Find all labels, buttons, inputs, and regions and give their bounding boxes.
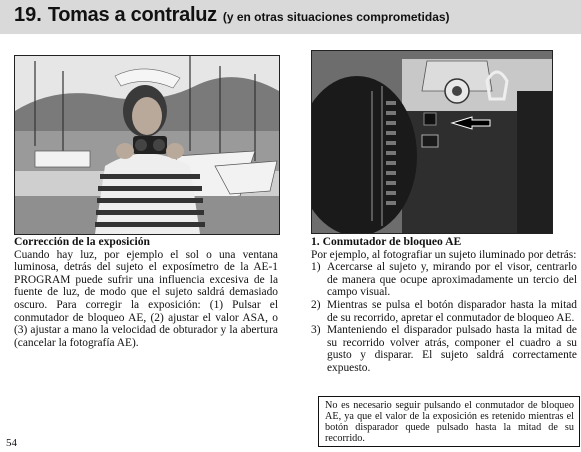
exposure-correction-heading: Corrección de la exposición bbox=[14, 235, 150, 248]
note-box: No es necesario seguir pulsando el conmutador de bloqueo AE, ya que el valor de la exposición es retenido mientras el botón disparador quede pulsado hasta la mitad de su recorrido. bbox=[318, 396, 580, 447]
ae-lock-intro: Por ejemplo, al fotografiar un sujeto iluminado por detrás: bbox=[311, 248, 577, 261]
step-text: Acercarse al sujeto y, mirando por el visor, centrarlo de manera que ocupe aproximadamente un tercio del campo visual. bbox=[327, 261, 577, 299]
portrait-illustration bbox=[15, 56, 279, 234]
section-title: Tomas a contraluz bbox=[47, 4, 217, 26]
right-column bbox=[311, 236, 577, 375]
exposure-correction-body: Cuando hay luz, por ejemplo el sol o una ventana luminosa, detrás del sujeto el exposímetro de la AE-1 PROGRAM puede sufrir una influencia excesiva de la fuente de luz, de modo que el sujeto saldrá demasiado oscuro. Para corregir la exposición: (1) Pulsar el conmutador de bloqueo AE, (2) ajustar el valor ASA, o (3) ajustar a mano la velocidad de obturador y la abertura (cancelar la fotografía AE). bbox=[14, 248, 278, 349]
step-number: 3) bbox=[311, 324, 321, 337]
ae-lock-heading: 1. Conmutador de bloqueo AE bbox=[311, 235, 462, 248]
section-number: 19. bbox=[14, 4, 42, 26]
list-item bbox=[311, 261, 577, 299]
ae-lock-steps bbox=[311, 261, 577, 374]
step-text: Mientras se pulsa el botón disparador hasta la mitad de su recorrido, apretar el conmutador de bloqueo AE. bbox=[327, 298, 577, 324]
list-item bbox=[311, 299, 577, 324]
backlit-portrait-photo bbox=[14, 55, 280, 235]
camera-closeup-photo bbox=[311, 50, 553, 234]
section-header bbox=[0, 0, 581, 34]
left-column bbox=[14, 236, 278, 349]
camera-illustration bbox=[312, 51, 552, 233]
step-number: 1) bbox=[311, 261, 321, 274]
list-item bbox=[311, 324, 577, 374]
page-number: 54 bbox=[6, 437, 17, 449]
section-subtitle: (y en otras situaciones comprometidas) bbox=[222, 10, 450, 24]
step-number: 2) bbox=[311, 298, 321, 311]
step-text: Manteniendo el disparador pulsado hasta la mitad de su recorrido volver atrás, componer el cuadro a su gusto y disparar. El sujeto saldrá correctamente expuesto. bbox=[327, 324, 577, 374]
